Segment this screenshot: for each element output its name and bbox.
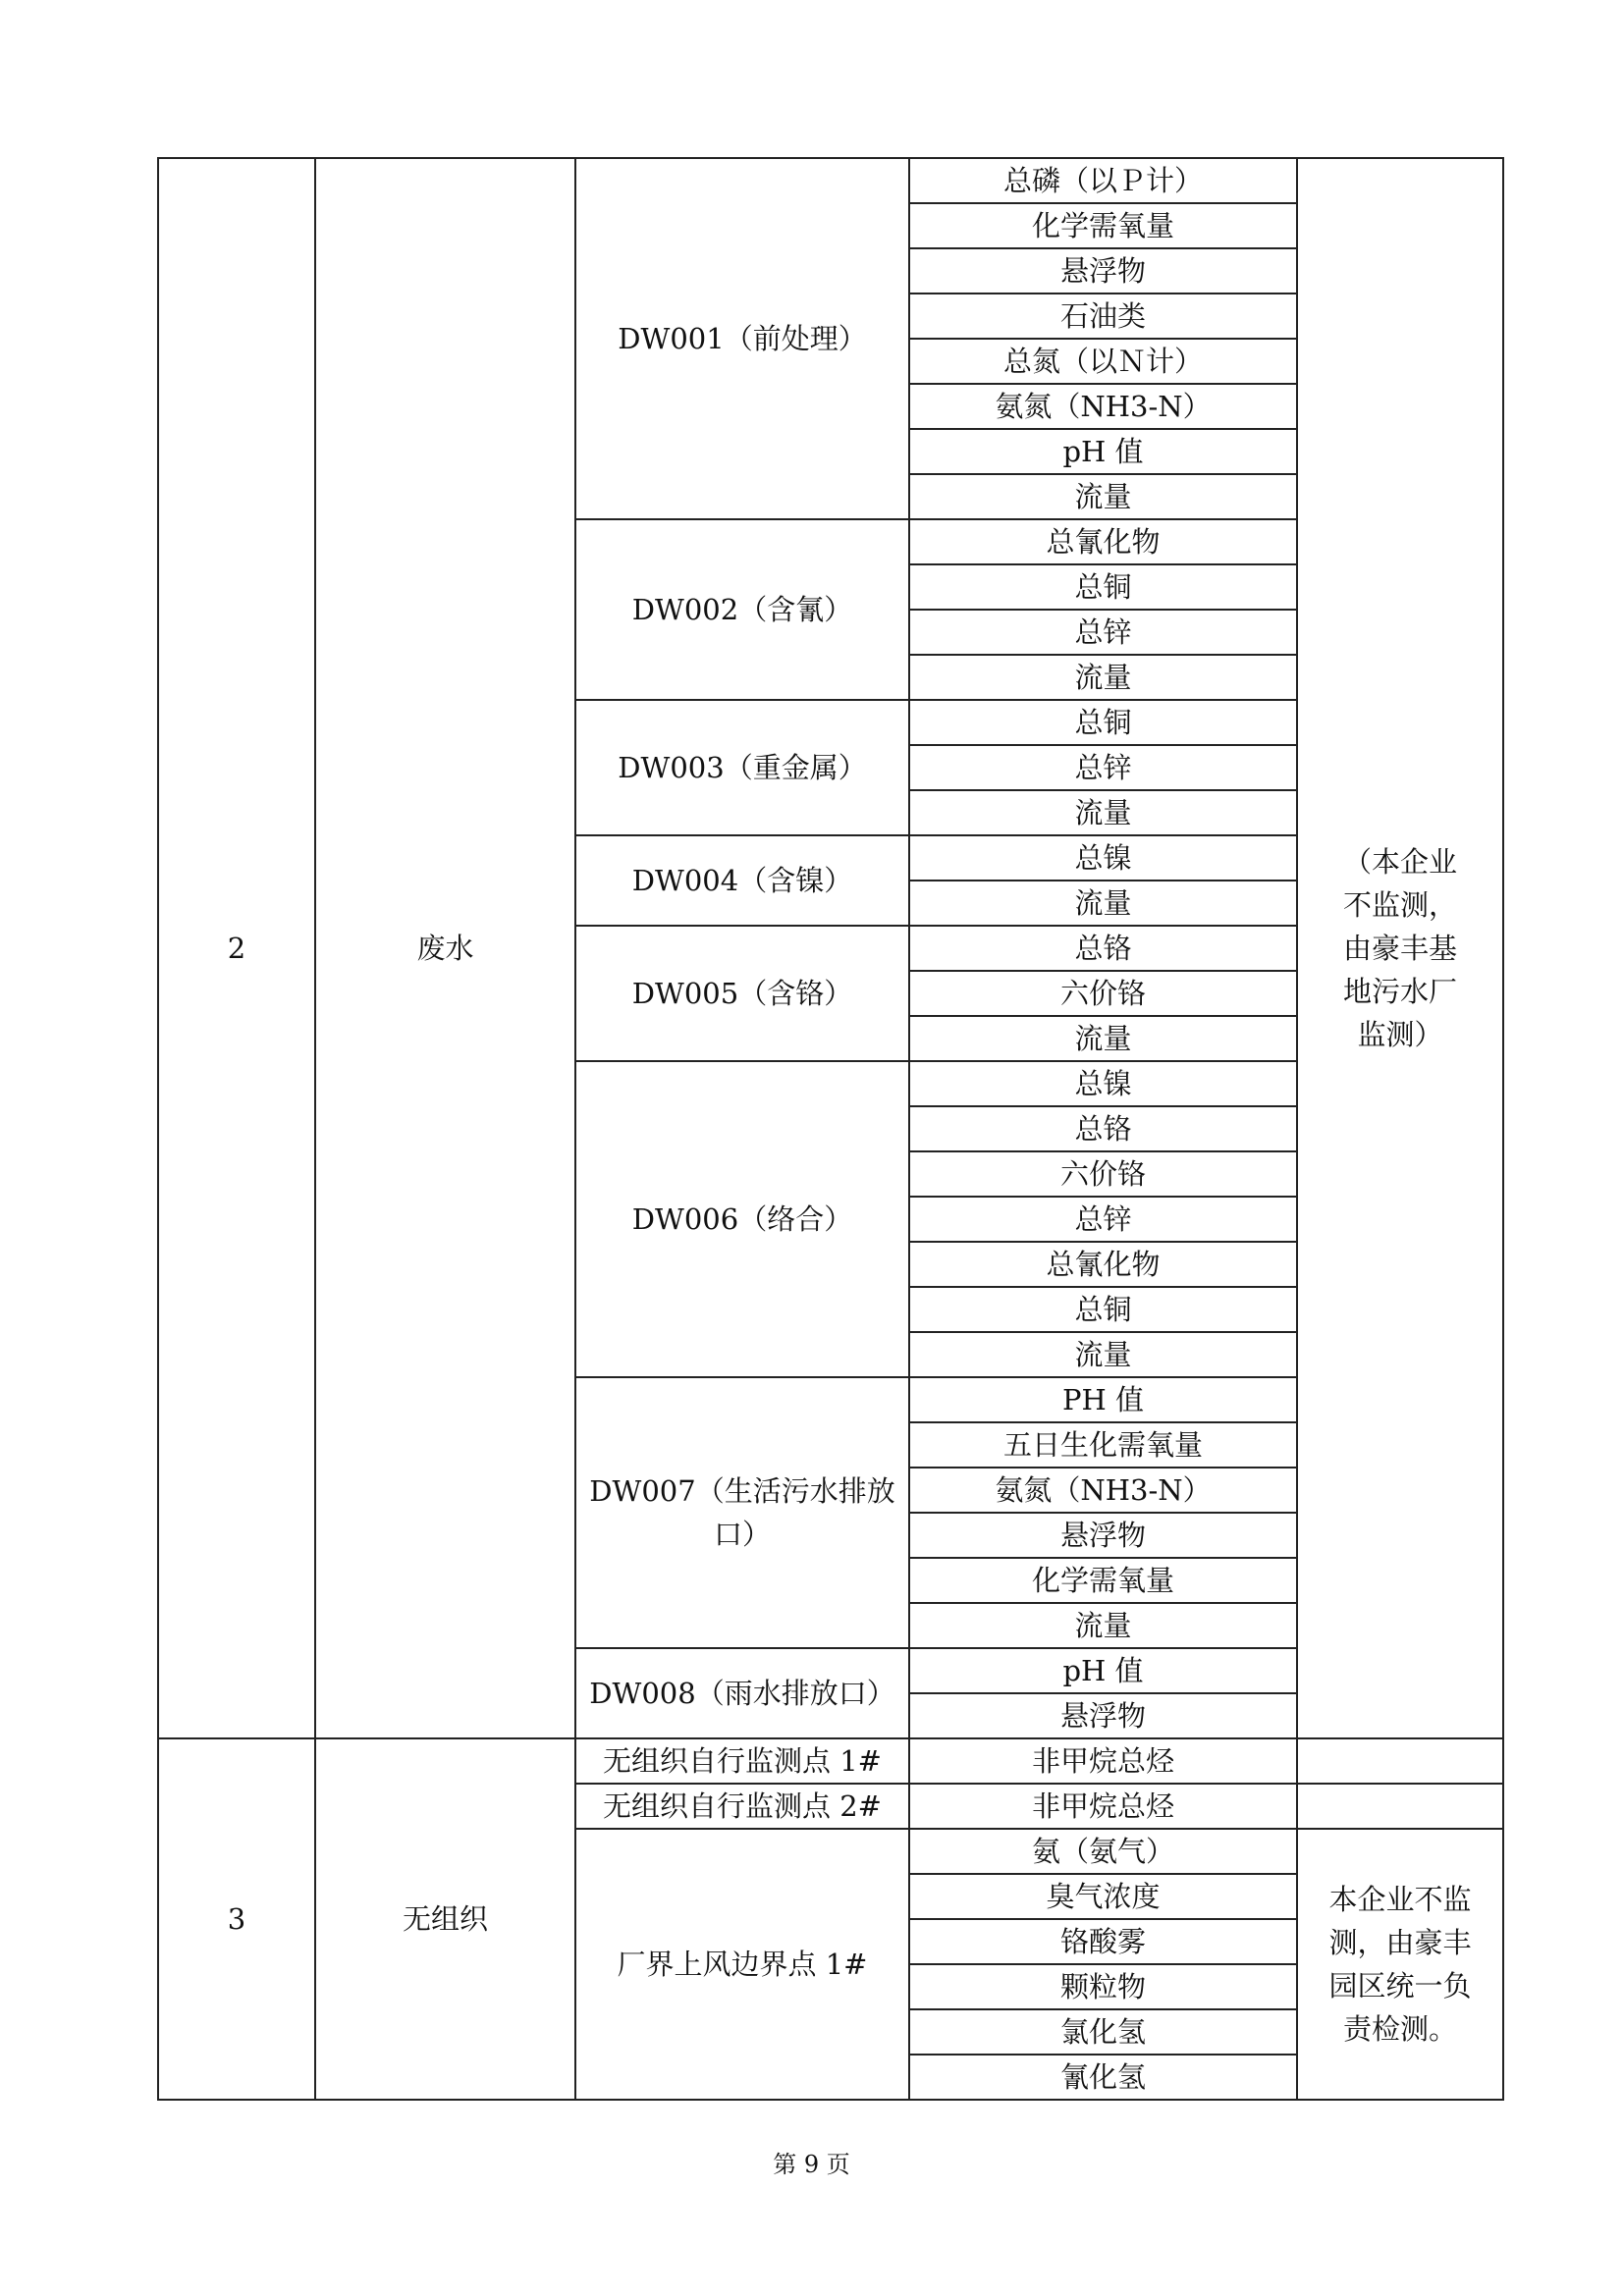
page-number: 第 9 页 bbox=[773, 2151, 850, 2178]
category-cell-text: 废水 bbox=[416, 932, 474, 965]
pollutant-item-cell-text: pH 值 bbox=[1062, 1654, 1144, 1687]
pollutant-item-cell-text: 氯化氢 bbox=[1059, 2015, 1146, 2049]
monitoring-point-cell bbox=[574, 699, 910, 836]
pollutant-item-cell-text: 总氰化物 bbox=[1046, 525, 1161, 559]
pollutant-item-cell bbox=[908, 834, 1298, 881]
pollutant-item-cell-text: 总铜 bbox=[1074, 1293, 1132, 1326]
pollutant-item-cell bbox=[908, 1060, 1298, 1107]
pollutant-item-cell-text: PH 值 bbox=[1061, 1383, 1145, 1416]
pollutant-item-cell-text: 六价铬 bbox=[1059, 977, 1146, 1010]
pollutant-item-cell bbox=[908, 518, 1298, 565]
category-cell bbox=[314, 157, 576, 1739]
category-cell bbox=[314, 1737, 576, 2101]
pollutant-item-cell-text: 总铬 bbox=[1074, 1112, 1132, 1146]
pollutant-item-cell-text: 流量 bbox=[1074, 661, 1132, 694]
seq-number-cell-text: 2 bbox=[227, 932, 246, 965]
pollutant-item-cell bbox=[908, 970, 1298, 1017]
pollutant-item-cell bbox=[908, 1467, 1298, 1514]
pollutant-item-cell-text: 总镍 bbox=[1074, 841, 1132, 875]
pollutant-item-cell bbox=[908, 1828, 1298, 1875]
pollutant-item-cell bbox=[908, 157, 1298, 204]
pollutant-item-cell-text: 化学需氧量 bbox=[1031, 1564, 1174, 1597]
pollutant-item-cell-text: 颗粒物 bbox=[1059, 1970, 1146, 2003]
pollutant-item-cell-text: 流量 bbox=[1074, 796, 1132, 829]
pollutant-item-cell-text: 非甲烷总烃 bbox=[1031, 1744, 1174, 1778]
pollutant-item-cell-text: 总氰化物 bbox=[1046, 1248, 1161, 1281]
pollutant-item-cell bbox=[908, 1692, 1298, 1739]
pollutant-item-cell bbox=[908, 2054, 1298, 2101]
monitoring-point-cell-text: 无组织自行监测点 2# bbox=[603, 1789, 882, 1823]
pollutant-item-cell-text: 铬酸雾 bbox=[1059, 1925, 1146, 1958]
monitoring-point-cell bbox=[574, 157, 910, 520]
monitoring-point-cell bbox=[574, 1828, 910, 2101]
pollutant-item-cell-text: 五日生化需氧量 bbox=[1002, 1428, 1203, 1462]
pollutant-item-cell-text: 氨氮（NH3-N） bbox=[995, 390, 1212, 423]
pollutant-item-cell-text: 总锌 bbox=[1074, 751, 1132, 784]
monitoring-point-cell bbox=[574, 925, 910, 1062]
note-cell bbox=[1296, 1828, 1504, 2101]
pollutant-item-cell bbox=[908, 1737, 1298, 1785]
pollutant-item-cell-text: 流量 bbox=[1074, 886, 1132, 920]
pollutant-item-cell-text: 流量 bbox=[1074, 1609, 1132, 1642]
pollutant-item-cell-text: 流量 bbox=[1074, 480, 1132, 513]
monitoring-point-cell-text: 无组织自行监测点 1# bbox=[603, 1744, 882, 1778]
pollutant-item-cell-text: 氰化氢 bbox=[1059, 2060, 1146, 2094]
pollutant-item-cell bbox=[908, 654, 1298, 701]
pollutant-item-cell bbox=[908, 1196, 1298, 1243]
pollutant-item-cell-text: 总铬 bbox=[1074, 932, 1132, 965]
pollutant-item-cell-text: 六价铬 bbox=[1059, 1157, 1146, 1191]
pollutant-item-cell bbox=[908, 1286, 1298, 1333]
pollutant-item-cell bbox=[908, 1602, 1298, 1649]
pollutant-item-cell bbox=[908, 1015, 1298, 1062]
pollutant-item-cell bbox=[908, 383, 1298, 430]
pollutant-item-cell bbox=[908, 1331, 1298, 1378]
pollutant-item-cell-text: 流量 bbox=[1074, 1022, 1132, 1055]
pollutant-item-cell-text: 非甲烷总烃 bbox=[1031, 1789, 1174, 1823]
pollutant-item-cell-text: 悬浮物 bbox=[1059, 254, 1146, 288]
note-cell-text: （本企业不监测，由豪丰基地污水厂监测） bbox=[1342, 845, 1457, 1051]
pollutant-item-cell bbox=[908, 293, 1298, 340]
pollutant-item-cell bbox=[908, 1873, 1298, 1920]
pollutant-item-cell bbox=[908, 563, 1298, 611]
pollutant-item-cell bbox=[908, 338, 1298, 385]
monitoring-point-cell-text: DW001（前处理） bbox=[618, 322, 867, 355]
monitoring-point-cell bbox=[574, 1647, 910, 1739]
pollutant-item-cell bbox=[908, 880, 1298, 927]
note-cell-text: 本企业不监测，由豪丰园区统一负责检测。 bbox=[1328, 1883, 1472, 2046]
pollutant-item-cell bbox=[908, 925, 1298, 972]
pollutant-item-cell bbox=[908, 1963, 1298, 2010]
monitoring-table bbox=[157, 157, 1502, 2101]
pollutant-item-cell-text: 石油类 bbox=[1059, 299, 1146, 333]
pollutant-item-cell bbox=[908, 428, 1298, 475]
monitoring-point-cell bbox=[574, 1783, 910, 1830]
monitoring-point-cell bbox=[574, 1737, 910, 1785]
category-cell-text: 无组织 bbox=[402, 1902, 488, 1936]
pollutant-item-cell-text: 氨氮（NH3-N） bbox=[995, 1473, 1212, 1507]
pollutant-item-cell bbox=[908, 1918, 1298, 1965]
pollutant-item-cell-text: 总锌 bbox=[1074, 615, 1132, 649]
seq-number-cell bbox=[157, 1737, 316, 2101]
monitoring-point-cell-text: 厂界上风边界点 1# bbox=[617, 1948, 868, 1981]
pollutant-item-cell-text: 化学需氧量 bbox=[1031, 209, 1174, 242]
monitoring-point-cell-text: DW006（络合） bbox=[631, 1202, 853, 1236]
pollutant-item-cell-text: pH 值 bbox=[1062, 435, 1144, 468]
pollutant-item-cell-text: 总铜 bbox=[1074, 706, 1132, 739]
pollutant-item-cell-text: 总磷（以Ｐ计） bbox=[1002, 164, 1203, 197]
pollutant-item-cell-text: 总镍 bbox=[1074, 1067, 1132, 1100]
pollutant-item-cell bbox=[908, 202, 1298, 249]
pollutant-item-cell bbox=[908, 699, 1298, 746]
pollutant-item-cell-text: 总铜 bbox=[1074, 570, 1132, 604]
pollutant-item-cell bbox=[908, 1647, 1298, 1694]
monitoring-point-cell bbox=[574, 518, 910, 701]
pollutant-item-cell bbox=[908, 473, 1298, 520]
pollutant-item-cell bbox=[908, 1376, 1298, 1423]
pollutant-item-cell bbox=[908, 789, 1298, 836]
monitoring-point-cell-text: DW004（含镍） bbox=[631, 864, 853, 897]
pollutant-item-cell-text: 氨（氨气） bbox=[1031, 1835, 1174, 1868]
monitoring-point-cell bbox=[574, 1376, 910, 1649]
pollutant-item-cell bbox=[908, 1512, 1298, 1559]
monitoring-point-cell-text: DW003（重金属） bbox=[618, 751, 867, 784]
seq-number-cell bbox=[157, 157, 316, 1739]
pollutant-item-cell-text: 臭气浓度 bbox=[1046, 1880, 1161, 1913]
pollutant-item-cell bbox=[908, 1783, 1298, 1830]
pollutant-item-cell-text: 悬浮物 bbox=[1059, 1699, 1146, 1733]
monitoring-point-cell-text: DW007（生活污水排放口） bbox=[589, 1474, 895, 1551]
pollutant-item-cell-text: 悬浮物 bbox=[1059, 1519, 1146, 1552]
pollutant-item-cell bbox=[908, 1557, 1298, 1604]
pollutant-item-cell-text: 流量 bbox=[1074, 1338, 1132, 1371]
pollutant-item-cell bbox=[908, 1105, 1298, 1152]
pollutant-item-cell bbox=[908, 2008, 1298, 2056]
monitoring-point-cell bbox=[574, 834, 910, 927]
monitoring-point-cell bbox=[574, 1060, 910, 1378]
pollutant-item-cell-text: 总氮（以Ｎ计） bbox=[1002, 345, 1203, 378]
seq-number-cell-text: 3 bbox=[227, 1902, 246, 1936]
pollutant-item-cell bbox=[908, 1150, 1298, 1198]
pollutant-item-cell bbox=[908, 1241, 1298, 1288]
pollutant-item-cell bbox=[908, 609, 1298, 656]
monitoring-point-cell-text: DW008（雨水排放口） bbox=[589, 1677, 895, 1710]
pollutant-item-cell bbox=[908, 247, 1298, 294]
note-cell bbox=[1296, 1737, 1504, 1785]
pollutant-item-cell bbox=[908, 744, 1298, 791]
monitoring-point-cell-text: DW005（含铬） bbox=[631, 977, 853, 1010]
monitoring-point-cell-text: DW002（含氰） bbox=[631, 593, 853, 626]
note-cell bbox=[1296, 1783, 1504, 1830]
note-cell bbox=[1296, 157, 1504, 1739]
pollutant-item-cell-text: 总锌 bbox=[1074, 1202, 1132, 1236]
pollutant-item-cell bbox=[908, 1421, 1298, 1468]
